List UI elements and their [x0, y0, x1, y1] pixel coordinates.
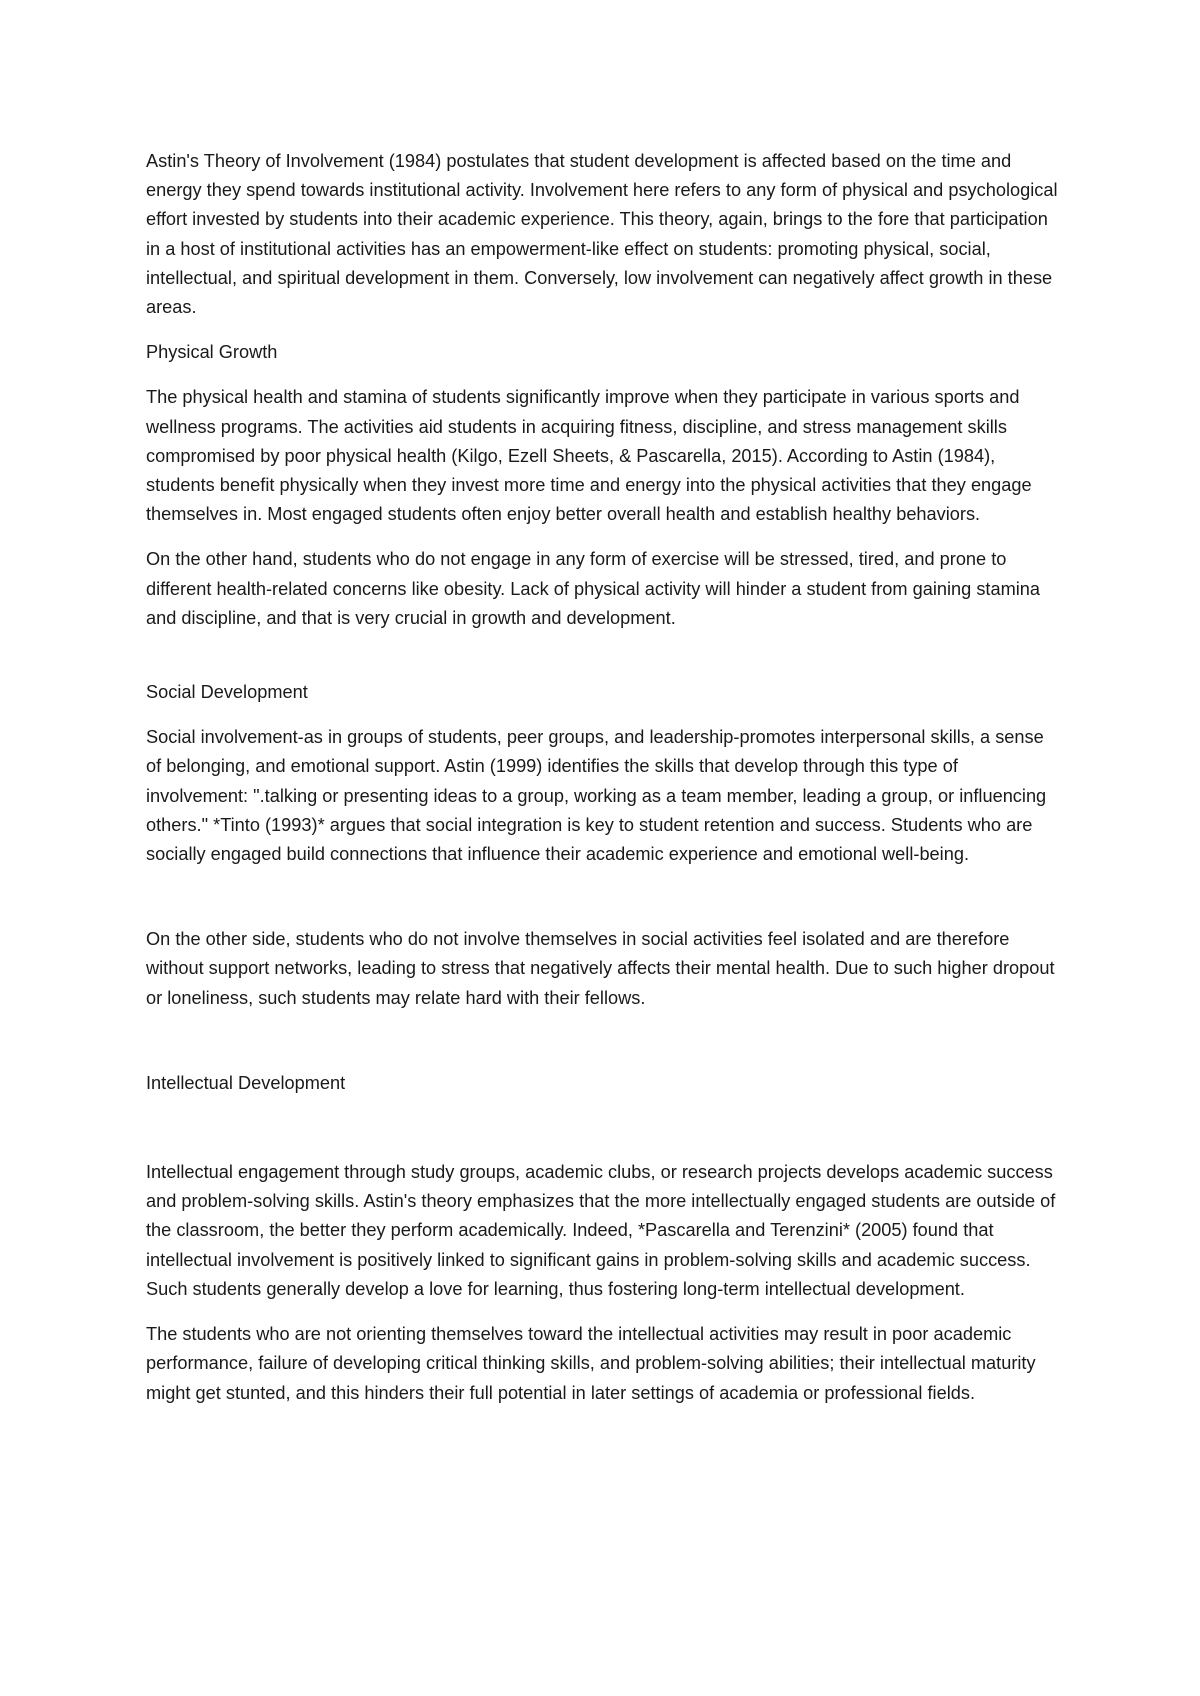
intellectual-development-heading: Intellectual Development	[146, 1072, 346, 1093]
physical-growth-heading: Physical Growth	[146, 342, 278, 363]
intellectual-paragraph-2: The students who are not orienting themselves toward the intellectual activities may result in poor academic performance, failure of developing critical thinking skills, and problem-solving abilities; their intellectual maturity might get stunted, and this hinders their full potential in later settings of academia or professional fields.	[146, 1324, 1036, 1403]
spacer	[146, 869, 1058, 925]
spacer	[146, 322, 1058, 338]
spacer	[146, 529, 1058, 545]
spacer	[146, 1304, 1058, 1320]
social-paragraph-2: On the other side, students who do not involve themselves in social activities feel isolated and are therefore without support networks, leading to stress that negatively affects their mental health. Due to such higher dropout or loneliness, such students may relate hard with their fellows.	[146, 929, 1055, 1008]
intro-paragraph: Astin's Theory of Involvement (1984) postulates that student development is affected based on the time and energy they spend towards institutional activity. Involvement here refers to any form of physical and psychological effort invested by students into their academic experience. This theory, again, brings to the fore that participation in a host of institutional activities has an empowerment-like effect on students: promoting physical, social, intellectual, and spiritual development in them. Conversely, low involvement can negatively affect growth in these areas.	[146, 151, 1058, 318]
intellectual-paragraph-1: Intellectual engagement through study groups, academic clubs, or research projects develops academic success and problem-solving skills. Astin's theory emphasizes that the more intellectually engaged students are outside of the classroom, the better they perform academically. Indeed, *Pascarella and Terenzini* (2005) found that intellectual involvement is positively linked to significant gains in problem-solving skills and academic success. Such students generally develop a love for learning, thus fostering long-term intellectual development.	[146, 1162, 1056, 1299]
spacer	[146, 367, 1058, 383]
spacer	[146, 707, 1058, 723]
physical-paragraph-1: The physical health and stamina of students significantly improve when they participate in various sports and wellness programs. The activities aid students in acquiring fitness, discipline, and stress management skills compromised by poor physical health (Kilgo, Ezell Sheets, & Pascarella, 2015). According to Astin (1984), students benefit physically when they invest more time and energy into the physical activities that they engage themselves in. Most engaged students often enjoy better overall health and establish healthy behaviors.	[146, 387, 1032, 525]
spacer	[146, 1013, 1058, 1069]
social-development-heading: Social Development	[146, 682, 308, 703]
social-paragraph-1: Social involvement-as in groups of students, peer groups, and leadership-promotes interpersonal skills, a sense of belonging, and emotional support. Astin (1999) identifies the skills that develop through this type of involvement: ".talking or presenting ideas to a group, working as a team member, leading a group, or influencing others." *Tinto (1993)* argues that social integration is key to student retention and success. Students who are socially engaged build connections that influence their academic experience and emotional well-being.	[146, 727, 1047, 865]
spacer	[146, 1098, 1058, 1158]
document-body	[146, 147, 1058, 1408]
physical-paragraph-2: On the other hand, students who do not engage in any form of exercise will be stressed, tired, and prone to different health-related concerns like obesity. Lack of physical activity will hinder a student from gaining stamina and discipline, and that is very crucial in growth and development.	[146, 549, 1041, 628]
spacer	[146, 633, 1058, 678]
